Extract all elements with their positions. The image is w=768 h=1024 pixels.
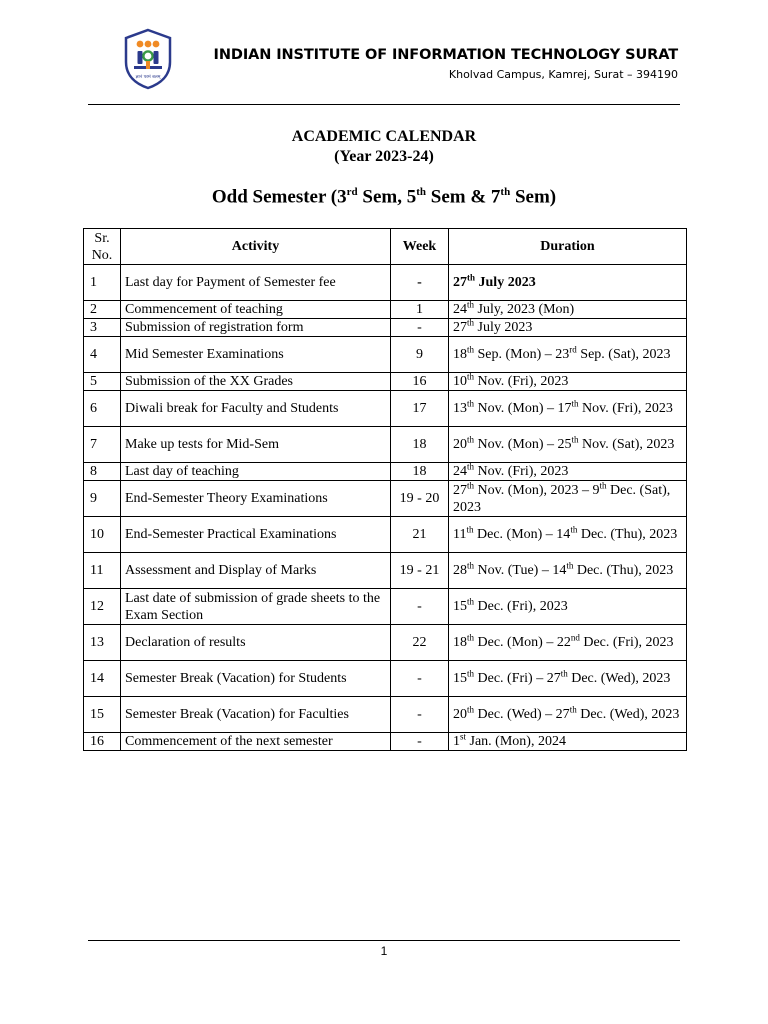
row-duration: 18th Sep. (Mon) – 23rd Sep. (Sat), 2023	[449, 337, 687, 373]
row-duration: 27th July 2023	[449, 265, 687, 301]
header-sr-no: Sr. No.	[84, 229, 121, 265]
row-week: 16	[391, 373, 449, 391]
row-activity: Submission of the XX Grades	[121, 373, 391, 391]
row-activity: Mid Semester Examinations	[121, 337, 391, 373]
row-duration: 10th Nov. (Fri), 2023	[449, 373, 687, 391]
row-sr-no: 13	[84, 625, 121, 661]
row-week: -	[391, 733, 449, 751]
row-activity: Semester Break (Vacation) for Students	[121, 661, 391, 697]
row-sr-no: 2	[84, 301, 121, 319]
row-activity: Make up tests for Mid-Sem	[121, 427, 391, 463]
row-duration: 18th Dec. (Mon) – 22nd Dec. (Fri), 2023	[449, 625, 687, 661]
row-sr-no: 11	[84, 553, 121, 589]
row-week: 21	[391, 517, 449, 553]
row-week: -	[391, 589, 449, 625]
document-year: (Year 2023-24)	[334, 148, 434, 165]
table-row	[84, 625, 687, 661]
row-sr-no: 12	[84, 589, 121, 625]
row-activity: Commencement of the next semester	[121, 733, 391, 751]
row-sr-no: 10	[84, 517, 121, 553]
table-row	[84, 319, 687, 337]
row-duration: 24th July, 2023 (Mon)	[449, 301, 687, 319]
row-week: 1	[391, 301, 449, 319]
row-week: 18	[391, 427, 449, 463]
row-sr-no: 7	[84, 427, 121, 463]
row-week: 9	[391, 337, 449, 373]
table-row	[84, 589, 687, 625]
row-week: 18	[391, 463, 449, 481]
header-activity: Activity	[121, 229, 391, 265]
header-duration: Duration	[449, 229, 687, 265]
table-row	[84, 265, 687, 301]
row-activity: Last day for Payment of Semester fee	[121, 265, 391, 301]
row-activity: Diwali break for Faculty and Students	[121, 391, 391, 427]
header-divider	[88, 104, 680, 105]
table-row	[84, 463, 687, 481]
row-activity: Last day of teaching	[121, 463, 391, 481]
row-week: -	[391, 661, 449, 697]
row-activity: Commencement of teaching	[121, 301, 391, 319]
row-sr-no: 6	[84, 391, 121, 427]
row-week: 17	[391, 391, 449, 427]
table-row	[84, 373, 687, 391]
row-week: -	[391, 697, 449, 733]
row-sr-no: 16	[84, 733, 121, 751]
row-duration: 11th Dec. (Mon) – 14th Dec. (Thu), 2023	[449, 517, 687, 553]
row-duration: 28th Nov. (Tue) – 14th Dec. (Thu), 2023	[449, 553, 687, 589]
table-row	[84, 427, 687, 463]
table-header-row	[84, 229, 687, 265]
table-row	[84, 517, 687, 553]
row-activity: Semester Break (Vacation) for Faculties	[121, 697, 391, 733]
row-sr-no: 15	[84, 697, 121, 733]
row-sr-no: 3	[84, 319, 121, 337]
table-row	[84, 391, 687, 427]
row-week: -	[391, 265, 449, 301]
row-duration: 24th Nov. (Fri), 2023	[449, 463, 687, 481]
footer-divider	[88, 940, 680, 941]
row-sr-no: 14	[84, 661, 121, 697]
table-row	[84, 733, 687, 751]
table-row	[84, 301, 687, 319]
document-title: ACADEMIC CALENDAR	[291, 128, 477, 145]
row-activity: Last date of submission of grade sheets to the Exam Section	[121, 589, 391, 625]
institute-logo-icon	[122, 28, 174, 90]
table-row	[84, 661, 687, 697]
table-row	[84, 553, 687, 589]
row-week: 19 - 21	[391, 553, 449, 589]
row-duration: 20th Nov. (Mon) – 25th Nov. (Sat), 2023	[449, 427, 687, 463]
row-duration: 13th Nov. (Mon) – 17th Nov. (Fri), 2023	[449, 391, 687, 427]
row-activity: End-Semester Practical Examinations	[121, 517, 391, 553]
row-activity: End-Semester Theory Examinations	[121, 481, 391, 517]
academic-calendar-table	[83, 228, 687, 751]
row-duration: 27th Nov. (Mon), 2023 – 9th Dec. (Sat), 2023	[449, 481, 687, 517]
table-row	[84, 481, 687, 517]
row-duration: 1st Jan. (Mon), 2024	[449, 733, 687, 751]
semester-title: Odd Semester (3rd Sem, 5th Sem & 7th Sem)	[211, 186, 557, 208]
row-week: -	[391, 319, 449, 337]
table-row	[84, 697, 687, 733]
row-duration: 15th Dec. (Fri) – 27th Dec. (Wed), 2023	[449, 661, 687, 697]
row-sr-no: 8	[84, 463, 121, 481]
row-sr-no: 1	[84, 265, 121, 301]
page-number: 1	[380, 944, 388, 958]
row-activity: Submission of registration form	[121, 319, 391, 337]
row-activity: Assessment and Display of Marks	[121, 553, 391, 589]
row-activity: Declaration of results	[121, 625, 391, 661]
row-sr-no: 9	[84, 481, 121, 517]
row-week: 22	[391, 625, 449, 661]
table-row	[84, 337, 687, 373]
header-week: Week	[391, 229, 449, 265]
row-sr-no: 4	[84, 337, 121, 373]
institute-name: INDIAN INSTITUTE OF INFORMATION TECHNOLOGY SURAT	[213, 47, 678, 63]
logo-motto: ज्ञानं परमं बलम्	[135, 75, 161, 80]
row-duration: 15th Dec. (Fri), 2023	[449, 589, 687, 625]
row-week: 19 - 20	[391, 481, 449, 517]
row-duration: 27th July 2023	[449, 319, 687, 337]
institute-address: Kholvad Campus, Kamrej, Surat – 394190	[448, 68, 678, 81]
row-sr-no: 5	[84, 373, 121, 391]
row-duration: 20th Dec. (Wed) – 27th Dec. (Wed), 2023	[449, 697, 687, 733]
